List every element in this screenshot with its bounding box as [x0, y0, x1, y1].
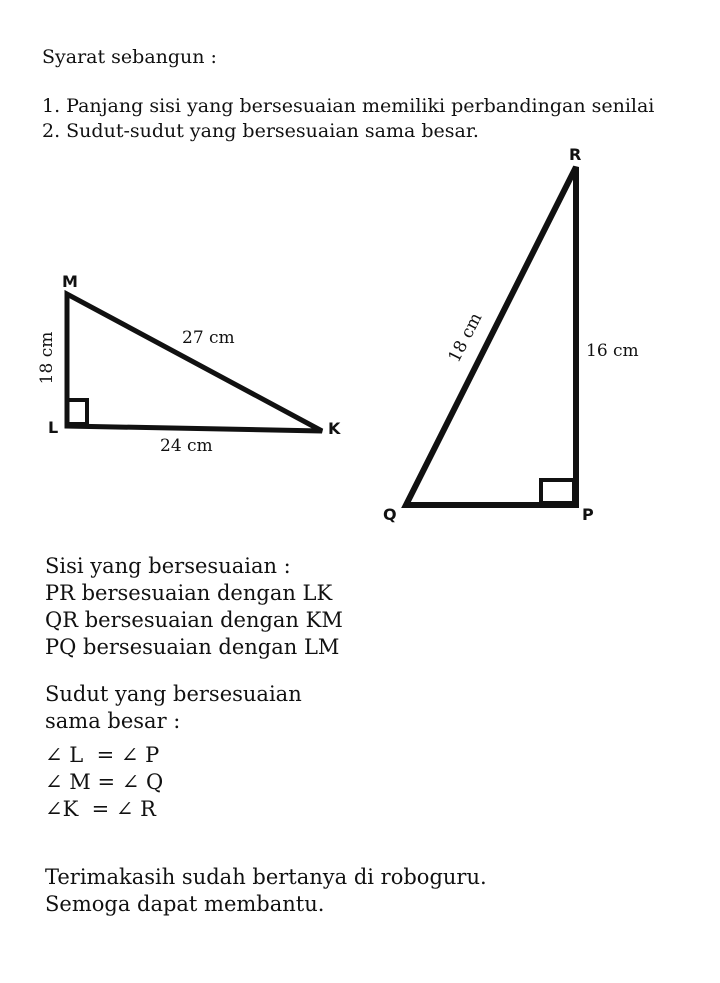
- side-pr-label: 16 cm: [586, 341, 639, 361]
- corresponding-angles-heading: [45, 681, 302, 735]
- angles-heading-line: Sudut yang bersesuaian: [45, 682, 302, 706]
- condition-1: 1. Panjang sisi yang bersesuaian memiliki perbandingan senilai: [42, 95, 655, 117]
- closing-line: Terimakasih sudah bertanya di roboguru.: [45, 865, 487, 889]
- angle-equality-line: ∠ M = ∠ Q: [45, 770, 164, 794]
- triangle-lmk: [67, 294, 322, 431]
- conditions-heading: Syarat sebangun :: [42, 46, 217, 68]
- corresponding-sides-section: [45, 553, 343, 661]
- corresponding-side-line: QR bersesuaian dengan KM: [45, 608, 343, 632]
- corresponding-sides-heading: Sisi yang bersesuaian :: [45, 554, 291, 578]
- side-qr-label: 18 cm: [444, 309, 487, 366]
- corresponding-side-line: PQ bersesuaian dengan LM: [45, 635, 340, 659]
- side-mk-label: 27 cm: [182, 328, 235, 348]
- vertex-k-label: K: [328, 419, 341, 438]
- corresponding-angles-list: [45, 742, 163, 823]
- angle-equality-line: ∠ L = ∠ P: [45, 743, 160, 767]
- right-angle-mark-l: [67, 400, 87, 424]
- vertex-p-label: P: [582, 505, 594, 524]
- angles-heading-line: sama besar :: [45, 709, 181, 733]
- vertex-q-label: Q: [383, 505, 397, 524]
- triangle-pqr: [406, 167, 576, 505]
- closing-line: Semoga dapat membantu.: [45, 892, 325, 916]
- angle-equality-line: ∠K = ∠ R: [45, 797, 156, 821]
- vertex-m-label: M: [62, 272, 78, 291]
- condition-2: 2. Sudut-sudut yang bersesuaian sama besar.: [42, 120, 479, 142]
- closing-message: [45, 864, 487, 918]
- side-lk-label: 24 cm: [160, 436, 213, 456]
- corresponding-side-line: PR bersesuaian dengan LK: [45, 581, 333, 605]
- right-angle-mark-p: [541, 480, 574, 503]
- side-lm-label: 18 cm: [37, 331, 57, 385]
- vertex-l-label: L: [48, 418, 59, 437]
- vertex-r-label: R: [569, 145, 582, 164]
